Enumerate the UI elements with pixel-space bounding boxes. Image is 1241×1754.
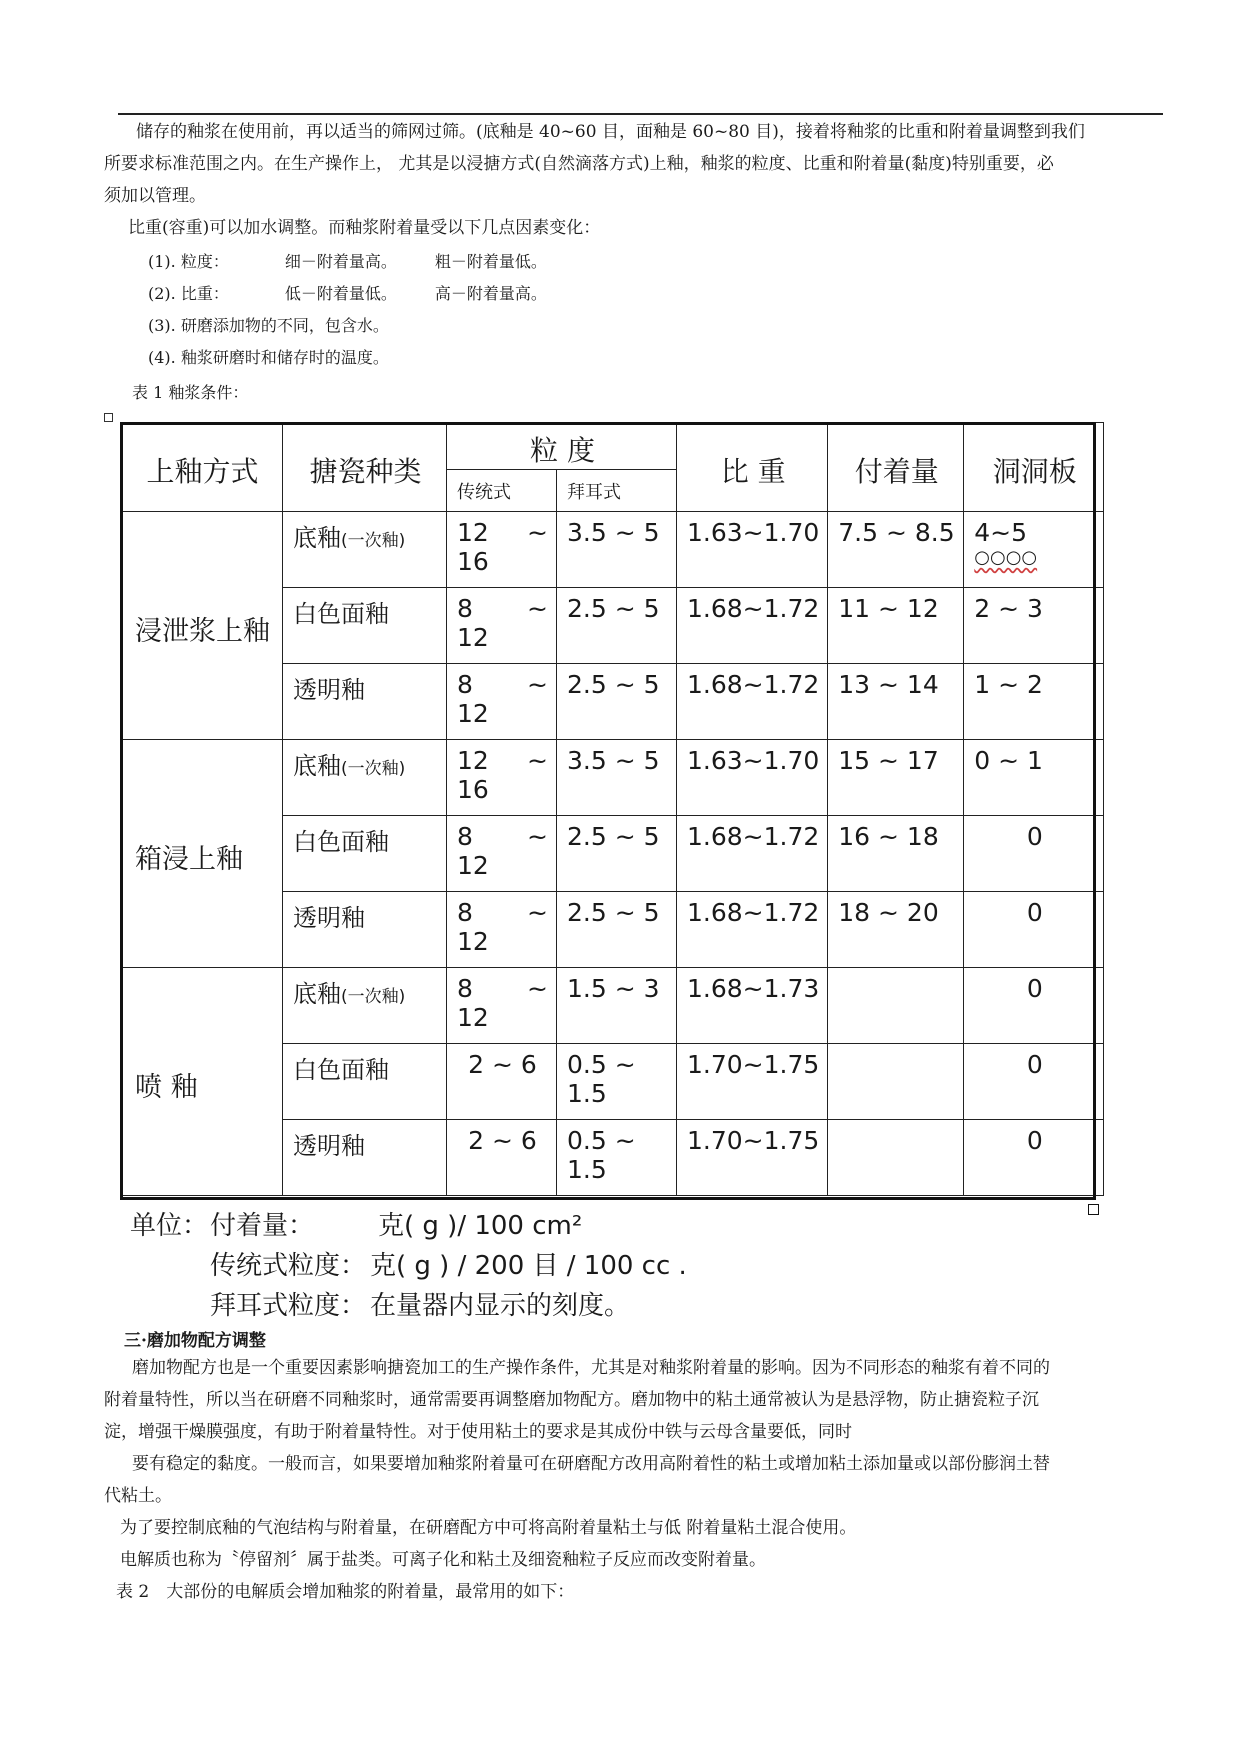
method-cell: 喷 釉 xyxy=(121,968,283,1196)
list-item: (1). 粒度： 细－附着量高。 粗－附着量低。 xyxy=(148,252,547,271)
bayer-cell: 0.5 ~ 1.5 xyxy=(557,1120,677,1196)
table-move-handle[interactable] xyxy=(104,413,113,422)
bayer-cell: 0.5 ~ 1.5 xyxy=(557,1044,677,1120)
gravity-cell: 1.68~1.73 xyxy=(677,968,828,1044)
gravity-cell: 1.68~1.72 xyxy=(677,892,828,968)
coating-cell: 15 ~ 17 xyxy=(828,740,964,816)
bayer-cell: 2.5 ~ 5 xyxy=(557,816,677,892)
holes-cell: 4~5 ○○○○ xyxy=(964,512,1104,588)
units-value: 克( g ) / 200 目 / 100 cc . xyxy=(370,1251,687,1281)
bayer-cell: 1.5 ~ 3 xyxy=(557,968,677,1044)
table1-caption: 表 1 釉浆条件： xyxy=(132,383,249,402)
type-cell: 白色面釉 xyxy=(283,588,447,664)
intro-line: 所要求标准范围之内。在生产操作上， 尤其是以浸搪方式(自然滴落方式)上釉，釉浆的粒度、比重和附着量(黏度)特别重要，必 xyxy=(104,154,1054,174)
units-key: 付着量： xyxy=(210,1211,315,1241)
body-line: 磨加物配方也是一个重要因素影响搪瓷加工的生产操作条件，尤其是对釉浆附着量的影响。因为不同形态的釉浆有着不同的 xyxy=(132,1358,1050,1378)
slurry-conditions-table xyxy=(120,422,1104,1196)
header-method: 上釉方式 xyxy=(121,423,283,512)
header-rule xyxy=(118,113,1163,115)
table-resize-handle[interactable] xyxy=(1088,1204,1099,1215)
body-line: 电解质也称为〝停留剂〞属于盐类。可离子化和粘土及细瓷釉粒子反应而改变附着量。 xyxy=(120,1550,766,1570)
body-line: 为了要控制底釉的气泡结构与附着量，在研磨配方中可将高附着量粘土与低 附着量粘土混合使用。 xyxy=(120,1518,857,1538)
table-row xyxy=(121,968,1104,1044)
body-line: 代粘土。 xyxy=(104,1486,172,1506)
list-item: (4). 釉浆研磨时和储存时的温度。 xyxy=(148,348,389,367)
gravity-cell: 1.70~1.75 xyxy=(677,1120,828,1196)
header-holes: 洞洞板 xyxy=(964,423,1104,512)
table-row xyxy=(121,512,1104,588)
type-cell: 透明釉 xyxy=(283,664,447,740)
traditional-cell: 8 ~ 12 xyxy=(447,968,557,1044)
gravity-cell: 1.63~1.70 xyxy=(677,512,828,588)
coating-cell xyxy=(828,968,964,1044)
coating-cell xyxy=(828,1120,964,1196)
coating-cell: 13 ~ 14 xyxy=(828,664,964,740)
holes-cell: 0 xyxy=(964,1120,1104,1196)
units-key: 传统式粒度： xyxy=(210,1251,367,1281)
header-granularity: 粒 度 xyxy=(447,423,677,470)
section-heading: 三·磨加物配方调整 xyxy=(124,1331,266,1351)
units-value: 在量器内显示的刻度。 xyxy=(370,1291,631,1321)
type-cell: 底釉(一次釉) xyxy=(283,740,447,816)
type-cell: 底釉(一次釉) xyxy=(283,968,447,1044)
header-coating: 付着量 xyxy=(828,423,964,512)
section3-paragraph xyxy=(104,1352,1164,1608)
coating-cell: 18 ~ 20 xyxy=(828,892,964,968)
header-type: 搪瓷种类 xyxy=(283,423,447,512)
holes-cell: 0 xyxy=(964,1044,1104,1120)
bayer-cell: 3.5 ~ 5 xyxy=(557,740,677,816)
units-block xyxy=(130,1206,687,1326)
holes-cell: 0 xyxy=(964,968,1104,1044)
intro-line: 须加以管理。 xyxy=(104,186,206,206)
holes-cell: 1 ~ 2 xyxy=(964,664,1104,740)
traditional-cell: 8 ~ 12 xyxy=(447,664,557,740)
holes-cell: 0 ~ 1 xyxy=(964,740,1104,816)
traditional-cell: 12 ~ 16 xyxy=(447,740,557,816)
table2-caption: 表 2 大部份的电解质会增加釉浆的附着量，最常用的如下： xyxy=(116,1582,575,1602)
traditional-cell: 2 ~ 6 xyxy=(447,1044,557,1120)
traditional-cell: 12 ~ 16 xyxy=(447,512,557,588)
units-value: 克( g )/ 100 cm² xyxy=(378,1211,583,1241)
intro-paragraph xyxy=(104,116,1164,244)
bayer-cell: 2.5 ~ 5 xyxy=(557,892,677,968)
type-cell: 底釉(一次釉) xyxy=(283,512,447,588)
method-cell: 浸泄浆上釉 xyxy=(121,512,283,740)
type-cell: 白色面釉 xyxy=(283,1044,447,1120)
type-cell: 透明釉 xyxy=(283,892,447,968)
coating-cell: 11 ~ 12 xyxy=(828,588,964,664)
body-line: 附着量特性，所以当在研磨不同釉浆时，通常需要再调整磨加物配方。磨加物中的粘土通常被认为是悬浮物，防止搪瓷粒子沉 xyxy=(104,1390,1039,1410)
gravity-cell: 1.70~1.75 xyxy=(677,1044,828,1120)
coating-cell xyxy=(828,1044,964,1120)
bayer-cell: 3.5 ~ 5 xyxy=(557,512,677,588)
header-gravity: 比 重 xyxy=(677,423,828,512)
holes-cell: 2 ~ 3 xyxy=(964,588,1104,664)
body-line: 淀，增强干燥膜强度，有助于附着量特性。对于使用粘土的要求是其成份中铁与云母含量要低，同时 xyxy=(104,1422,852,1442)
factor-list xyxy=(148,246,547,374)
units-label: 单位： xyxy=(130,1211,209,1241)
table-row xyxy=(121,740,1104,816)
header-bayer: 拜耳式 xyxy=(557,470,677,512)
type-cell: 白色面釉 xyxy=(283,816,447,892)
bayer-cell: 2.5 ~ 5 xyxy=(557,664,677,740)
traditional-cell: 2 ~ 6 xyxy=(447,1120,557,1196)
gravity-cell: 1.63~1.70 xyxy=(677,740,828,816)
traditional-cell: 8 ~ 12 xyxy=(447,892,557,968)
coating-cell: 7.5 ~ 8.5 xyxy=(828,512,964,588)
list-item: (3). 研磨添加物的不同，包含水。 xyxy=(148,316,389,335)
units-key: 拜耳式粒度： xyxy=(210,1291,367,1321)
holes-cell: 0 xyxy=(964,816,1104,892)
coating-cell: 16 ~ 18 xyxy=(828,816,964,892)
intro-line: 储存的釉浆在使用前，再以适当的筛网过筛。(底釉是 40~60 目，面釉是 60~80 目)，接着将釉浆的比重和附着量调整到我们 xyxy=(136,122,1085,142)
traditional-cell: 8 ~ 12 xyxy=(447,816,557,892)
body-line: 要有稳定的黏度。一般而言，如果要增加釉浆附着量可在研磨配方改用高附着性的粘土或增加粘土添加量或以部份膨润土替 xyxy=(132,1454,1050,1474)
bayer-cell: 2.5 ~ 5 xyxy=(557,588,677,664)
list-item: (2). 比重： 低－附着量低。 高－附着量高。 xyxy=(148,284,547,303)
gravity-cell: 1.68~1.72 xyxy=(677,664,828,740)
intro-line: 比重(容重)可以加水调整。而釉浆附着量受以下几点因素变化： xyxy=(128,218,601,238)
header-traditional: 传统式 xyxy=(447,470,557,512)
gravity-cell: 1.68~1.72 xyxy=(677,816,828,892)
gravity-cell: 1.68~1.72 xyxy=(677,588,828,664)
type-cell: 透明釉 xyxy=(283,1120,447,1196)
holes-cell: 0 xyxy=(964,892,1104,968)
traditional-cell: 8 ~ 12 xyxy=(447,588,557,664)
method-cell: 箱浸上釉 xyxy=(121,740,283,968)
